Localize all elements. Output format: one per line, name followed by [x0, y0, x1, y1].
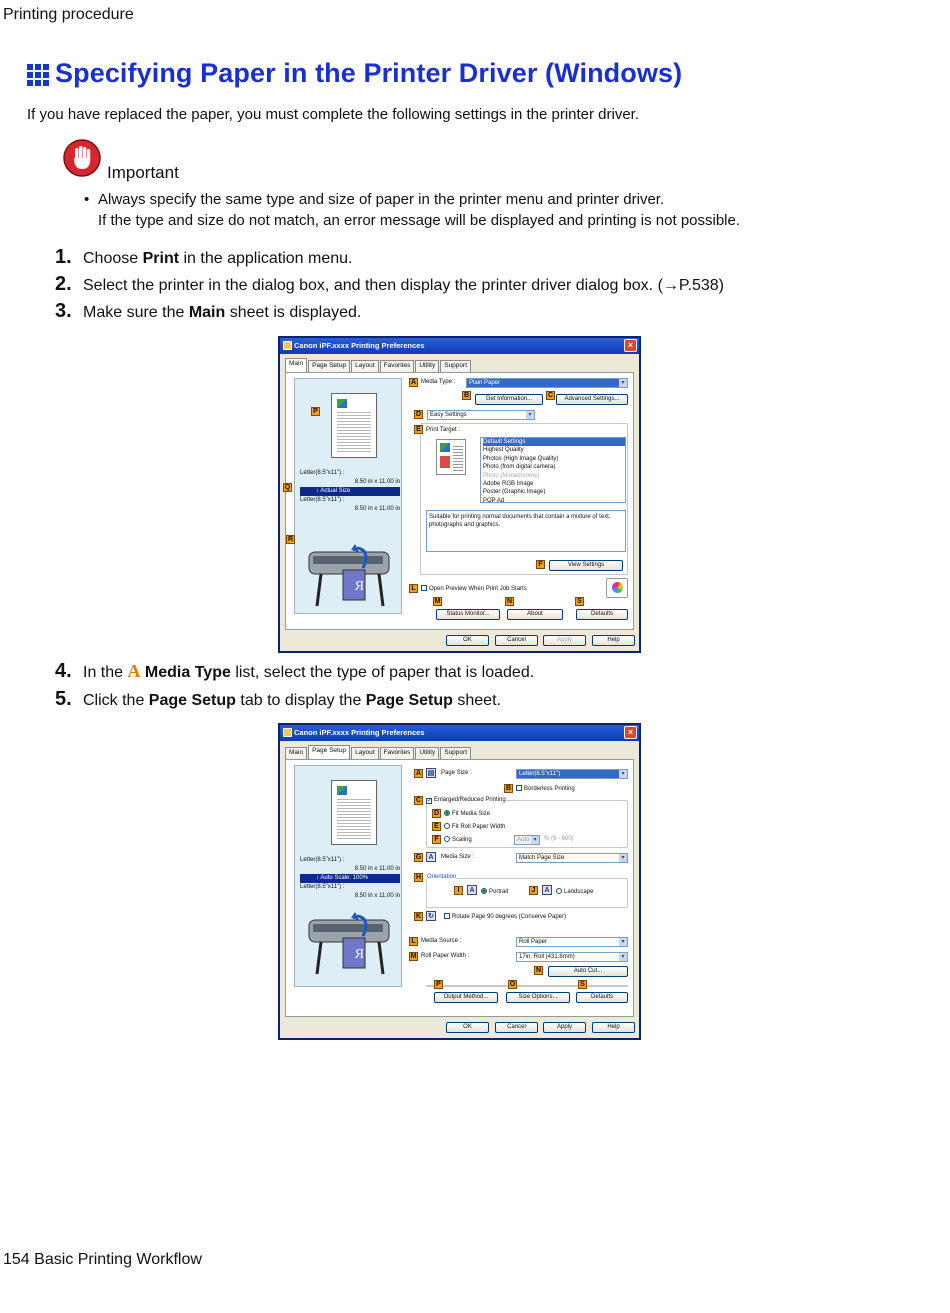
- stop-hand-icon: [62, 138, 102, 178]
- list-item[interactable]: Highest Quality: [483, 447, 524, 454]
- marker-s: S: [575, 597, 584, 606]
- apply-button[interactable]: Apply: [543, 635, 586, 646]
- step-1: [55, 246, 353, 269]
- checkbox-icon: [516, 785, 522, 791]
- tab-layout[interactable]: Layout: [351, 747, 379, 759]
- step-3: [55, 300, 361, 323]
- rotate-checkbox[interactable]: Rotate Page 90 degrees (Conserve Paper): [444, 913, 566, 920]
- size-line: Letter(8.5"x11") :: [300, 884, 345, 890]
- defaults-button[interactable]: Defaults: [576, 992, 628, 1003]
- help-button[interactable]: Help: [592, 635, 635, 646]
- important-line-2: If the type and size do not match, an error message will be displayed and printing is not possible.: [98, 212, 741, 229]
- marker-o: O: [509, 981, 516, 988]
- marker-p: P: [434, 980, 443, 989]
- intro-paragraph: If you have replaced the paper, you must complete the following settings in the printer driver.: [27, 106, 640, 123]
- fit-media-size-radio[interactable]: Fit Media Size: [444, 810, 490, 817]
- step-bold: Media Type: [140, 664, 231, 681]
- marker-c: C: [547, 392, 554, 399]
- radio-icon: [444, 823, 450, 829]
- size-line: 8.50 in x 11.00 in: [354, 506, 400, 512]
- footer-section: Basic Printing Workflow: [34, 1251, 202, 1268]
- marker-n: N: [535, 967, 542, 974]
- enlarged-checkbox[interactable]: ✓ Enlarged/Reduced Printing: [427, 797, 506, 804]
- step-4: [55, 660, 534, 683]
- dialog-title: Canon iPF.xxxx Printing Preferences: [294, 728, 425, 737]
- size-info: [300, 469, 400, 514]
- grid-icon: [27, 64, 49, 86]
- scaling-radio[interactable]: Scaling: [444, 836, 472, 843]
- tab-main[interactable]: Main: [285, 358, 307, 372]
- media-type-label: Media Type :: [421, 379, 456, 385]
- step-text: Click the: [83, 692, 149, 709]
- page-title: Specifying Paper in the Printer Driver (Windows): [55, 58, 683, 88]
- landscape-icon: A: [542, 885, 552, 895]
- important-label: Important: [107, 163, 179, 182]
- tab-support[interactable]: Support: [440, 360, 471, 372]
- callout-letter-a: A: [127, 661, 141, 681]
- fit-roll-width-radio[interactable]: Fit Roll Paper Width: [444, 823, 505, 830]
- orientation-label: Orientation: [427, 874, 457, 880]
- svg-text:R: R: [354, 947, 364, 962]
- tab-utility[interactable]: Utility: [415, 360, 439, 372]
- important-bullet: • Always specify the same type and size of paper in the printer menu and printer driver. If the type and size do not match, an error message will be displayed and printing is not possible.: [84, 191, 741, 229]
- marker-e: E: [432, 822, 441, 831]
- print-target-icon: [436, 439, 466, 475]
- dialog-titlebar: [280, 725, 639, 741]
- print-target-label: Print Target :: [426, 427, 460, 433]
- tab-favorites[interactable]: Favorites: [380, 360, 415, 372]
- step-number: 2.: [55, 273, 72, 295]
- marker-m: M: [410, 953, 417, 960]
- marker-d: D: [433, 810, 440, 817]
- tab-favorites[interactable]: Favorites: [380, 747, 415, 759]
- dialog-title: Canon iPF.xxxx Printing Preferences: [294, 341, 425, 350]
- radio-icon: [556, 888, 562, 894]
- list-item[interactable]: Default Settings: [483, 438, 625, 446]
- help-button[interactable]: Help: [592, 1022, 635, 1033]
- marker-k: K: [415, 913, 422, 920]
- color-logo-icon: [606, 578, 628, 598]
- page-size-label: Page Size :: [441, 770, 472, 776]
- page-size-icon: ▤: [427, 770, 435, 777]
- step-text: sheet.: [452, 692, 501, 709]
- marker-l: L: [409, 584, 418, 593]
- step-2: [55, 273, 724, 296]
- defaults-button[interactable]: Defaults: [576, 609, 628, 620]
- tab-main[interactable]: Main: [285, 747, 307, 759]
- status-monitor-button[interactable]: Status Monitor...: [436, 609, 500, 620]
- close-icon[interactable]: ×: [624, 339, 637, 352]
- size-line: Letter(8.5"x11") :: [300, 470, 345, 476]
- marker-i: I: [454, 886, 463, 895]
- print-target-list[interactable]: [480, 437, 626, 503]
- marker-l: L: [409, 937, 418, 946]
- ok-button[interactable]: OK: [446, 635, 489, 646]
- tab-utility[interactable]: Utility: [415, 747, 439, 759]
- advanced-settings-button[interactable]: Advanced Settings...: [556, 394, 628, 405]
- printer-app-icon: [283, 341, 292, 350]
- landscape-radio[interactable]: Landscape: [556, 888, 593, 895]
- radio-selected-icon: [481, 888, 487, 894]
- preview-pane: [294, 765, 402, 987]
- dialog-titlebar: [280, 338, 639, 354]
- list-item[interactable]: Photo (Monochrome): [483, 472, 540, 479]
- easy-settings-select[interactable]: Easy Settings ▾: [427, 410, 535, 420]
- marker-q: Q: [284, 484, 291, 491]
- tab-panel: [285, 759, 634, 1017]
- tab-page-setup[interactable]: Page Setup: [308, 360, 350, 372]
- list-item[interactable]: Photo (from digital camera): [483, 464, 556, 471]
- tab-layout[interactable]: Layout: [351, 360, 379, 372]
- output-method-button[interactable]: Output Method...: [434, 992, 498, 1003]
- size-line: 8.50 in x 11.00 in: [354, 866, 400, 872]
- marker-m: M: [434, 598, 441, 605]
- size-line: Letter(8.5"x11") :: [300, 857, 345, 863]
- open-preview-checkbox[interactable]: Open Preview When Print Job Starts: [421, 585, 527, 592]
- marker-a: A: [410, 379, 417, 386]
- step-number: 5.: [55, 688, 72, 710]
- printer-app-icon: [283, 728, 292, 737]
- step-text: list, select the type of paper that is loaded.: [230, 664, 535, 681]
- borderless-checkbox[interactable]: Borderless Printing: [516, 785, 575, 792]
- marker-s: S: [578, 980, 587, 989]
- marker-a: A: [415, 770, 422, 777]
- step-number: 1.: [55, 246, 72, 268]
- size-line: 8.50 in x 11.00 in: [354, 479, 400, 485]
- size-line: 8.50 in x 11.00 in: [354, 893, 400, 899]
- step-bold: Print: [142, 250, 180, 267]
- media-type-select[interactable]: Plain Paper ▾: [466, 378, 628, 388]
- media-size-select[interactable]: Match Page Size ▾: [516, 853, 628, 863]
- step-bold: Page Setup: [148, 692, 236, 709]
- size-options-button[interactable]: Size Options...: [506, 992, 570, 1003]
- roll-width-select[interactable]: 17in. Roll (431.8mm) ▾: [516, 952, 628, 962]
- checkbox-checked-icon: ✓: [427, 798, 433, 804]
- get-information-button[interactable]: Get Information...: [475, 394, 543, 405]
- apply-button[interactable]: Apply: [543, 1022, 586, 1033]
- paper-preview: [331, 780, 377, 845]
- printer-illustration: [305, 912, 393, 978]
- step-text: Choose: [83, 250, 143, 267]
- printer-illustration: [305, 544, 393, 610]
- step-number: 4.: [55, 660, 72, 682]
- media-size-icon: A: [426, 852, 436, 862]
- media-source-label: Media Source :: [421, 938, 462, 944]
- size-info: [300, 856, 400, 901]
- main-sheet-screenshot: [278, 336, 641, 653]
- step-text: In the: [83, 664, 128, 681]
- size-highlight: ↓ Actual Size: [300, 487, 400, 496]
- checkbox-icon: [444, 913, 450, 919]
- important-line-1: Always specify the same type and size of paper in the printer menu and printer driver.: [98, 191, 665, 208]
- about-button[interactable]: About: [507, 609, 563, 620]
- page-size-select[interactable]: Letter(8.5"x11") ▾: [516, 769, 628, 779]
- tab-page-setup[interactable]: Page Setup: [308, 745, 350, 759]
- marker-n: N: [506, 598, 513, 605]
- step-5: [55, 688, 501, 711]
- marker-b: B: [463, 392, 470, 399]
- checkbox-icon: [421, 585, 427, 591]
- auto-cut-button[interactable]: Auto Cut...: [548, 966, 628, 977]
- marker-e: E: [414, 425, 423, 434]
- tab-strip: [280, 354, 639, 372]
- list-item[interactable]: POP Ad: [483, 497, 505, 503]
- page-setup-sheet-screenshot: [278, 723, 641, 1040]
- rotate-icon: ↻: [426, 911, 436, 921]
- portrait-radio[interactable]: Portrait: [481, 888, 508, 895]
- media-source-select[interactable]: Roll Paper ▾: [516, 937, 628, 947]
- cancel-button[interactable]: Cancel: [495, 1022, 538, 1033]
- marker-b: B: [505, 785, 512, 792]
- tab-strip: [280, 741, 639, 759]
- radio-selected-icon: [444, 810, 450, 816]
- tab-support[interactable]: Support: [440, 747, 471, 759]
- cancel-button[interactable]: Cancel: [495, 635, 538, 646]
- step-text: in the application menu.: [179, 250, 353, 267]
- marker-c: C: [415, 797, 422, 804]
- scaling-range: % (5 - 600): [544, 836, 574, 842]
- size-line: Letter(8.5"x11") :: [300, 497, 345, 503]
- marker-f: F: [432, 835, 441, 844]
- portrait-icon: A: [467, 885, 477, 895]
- size-highlight: ↓ Auto Scale: 100%: [300, 874, 400, 883]
- list-item[interactable]: Poster (Graphic Image): [483, 489, 546, 496]
- step-text: tab to display the: [235, 692, 366, 709]
- step-bold: Main: [188, 304, 226, 321]
- marker-h: H: [415, 874, 422, 881]
- marker-r: R: [287, 536, 294, 543]
- svg-text:R: R: [354, 579, 364, 594]
- step-text: Select the printer in the dialog box, and then display the printer driver dialog box. (→P.538): [83, 277, 724, 294]
- scaling-input[interactable]: Auto ▾: [514, 835, 540, 845]
- title-row: [27, 58, 682, 89]
- step-text: sheet is displayed.: [225, 304, 362, 321]
- page-number: 154: [3, 1251, 30, 1268]
- marker-d: D: [415, 411, 422, 418]
- page-footer: [3, 1251, 202, 1269]
- tab-panel: [285, 372, 634, 630]
- list-item[interactable]: Photos (High Image Quality): [483, 455, 559, 462]
- marker-j: J: [529, 886, 538, 895]
- marker-g: G: [415, 854, 422, 861]
- running-header: Printing procedure: [3, 6, 134, 23]
- marker-p: P: [311, 407, 320, 416]
- step-number: 3.: [55, 300, 72, 322]
- radio-icon: [444, 836, 450, 842]
- list-item[interactable]: Adobe RGB Image: [483, 481, 534, 488]
- roll-width-label: Roll Paper Width :: [421, 953, 470, 959]
- divider: [426, 985, 628, 987]
- marker-f: F: [536, 560, 545, 569]
- paper-preview: [331, 393, 377, 458]
- close-icon[interactable]: ×: [624, 726, 637, 739]
- step-bold: Page Setup: [365, 692, 453, 709]
- ok-button[interactable]: OK: [446, 1022, 489, 1033]
- media-size-label: Media Size :: [441, 854, 475, 860]
- view-settings-button[interactable]: View Settings: [549, 560, 623, 571]
- step-text: Make sure the: [83, 304, 189, 321]
- description-box: Suitable for printing normal documents that contain a mixture of text, photographs and graphics.: [426, 510, 626, 552]
